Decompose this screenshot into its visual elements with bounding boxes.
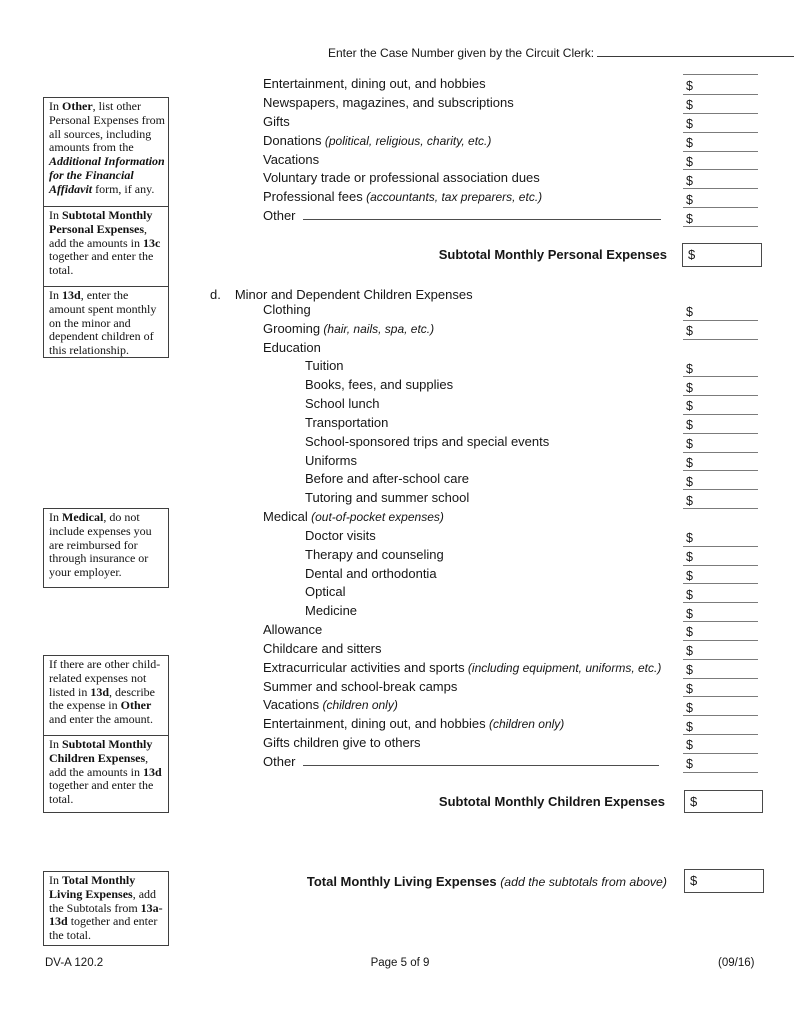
amount-field[interactable] bbox=[683, 357, 758, 377]
amount-field[interactable] bbox=[683, 75, 758, 95]
dollar-sign: $ bbox=[686, 324, 693, 339]
dollar-sign: $ bbox=[688, 247, 696, 262]
expense-row bbox=[0, 188, 800, 207]
expense-label: Gifts children give to others bbox=[263, 735, 421, 751]
amount-field[interactable] bbox=[683, 470, 758, 490]
note-text: , add the amounts in bbox=[49, 750, 149, 779]
expense-note: (out-of-pocket expenses) bbox=[307, 510, 444, 525]
case-number-line[interactable] bbox=[597, 44, 794, 57]
expense-note: (including equipment, uniforms, etc.) bbox=[464, 660, 662, 675]
dollar-sign: $ bbox=[686, 437, 693, 452]
dollar-sign: $ bbox=[686, 550, 693, 565]
children-expenses-list bbox=[0, 301, 800, 772]
note-text: 13c bbox=[142, 235, 161, 250]
amount-field[interactable] bbox=[683, 565, 758, 585]
dollar-sign: $ bbox=[690, 794, 698, 809]
footer-page-number: Page 5 of 9 bbox=[370, 957, 430, 969]
note-text: 13a-13d bbox=[49, 900, 163, 929]
case-number-label: Enter the Case Number given by the Circuit Clerk: bbox=[328, 46, 595, 60]
note-text: and enter the amount. bbox=[49, 712, 153, 727]
dollar-sign: $ bbox=[686, 644, 693, 659]
total-label-note: (add the subtotals from above) bbox=[500, 875, 667, 889]
amount-field[interactable] bbox=[683, 433, 758, 453]
dollar-sign: $ bbox=[686, 455, 693, 470]
dollar-sign: $ bbox=[686, 757, 693, 772]
note-text: , describe the expense in bbox=[49, 684, 156, 713]
expense-label: Clothing bbox=[263, 302, 311, 317]
amount-field[interactable] bbox=[683, 376, 758, 396]
expense-row bbox=[0, 753, 800, 772]
dollar-sign: $ bbox=[686, 625, 693, 640]
expense-row bbox=[0, 207, 800, 226]
personal-expenses-list bbox=[0, 75, 800, 226]
expense-label: Gifts bbox=[263, 113, 290, 129]
note-text: In bbox=[49, 873, 62, 887]
expense-label: Entertainment, dining out, and hobbies bbox=[263, 76, 486, 91]
amount-field[interactable] bbox=[683, 734, 758, 754]
amount-field[interactable] bbox=[683, 113, 758, 133]
dollar-sign: $ bbox=[686, 136, 693, 151]
expense-row bbox=[0, 715, 800, 734]
amount-field[interactable] bbox=[683, 753, 758, 773]
amount-field[interactable] bbox=[683, 659, 758, 679]
expense-row bbox=[0, 734, 800, 753]
amount-field[interactable] bbox=[683, 583, 758, 603]
expense-note: (accountants, tax preparers, etc.) bbox=[362, 190, 543, 205]
expense-label: Optical bbox=[305, 584, 346, 600]
expense-label: Voluntary trade or professional association dues bbox=[263, 170, 540, 186]
expense-label: Transportation bbox=[305, 414, 389, 430]
expense-label: Therapy and counseling bbox=[305, 546, 444, 562]
dollar-sign: $ bbox=[686, 568, 693, 583]
note-text: 13d bbox=[142, 764, 162, 779]
dollar-sign: $ bbox=[686, 418, 693, 433]
note-text: Medical bbox=[62, 510, 104, 524]
dollar-sign: $ bbox=[686, 173, 693, 188]
expense-row bbox=[0, 132, 800, 151]
note-text: If there are other child-related expenses not listed in bbox=[49, 657, 161, 699]
expense-label: Tutoring and summer school bbox=[305, 490, 470, 506]
expense-row bbox=[0, 583, 800, 602]
expense-row bbox=[0, 433, 800, 452]
expense-row bbox=[0, 602, 800, 621]
amount-field[interactable] bbox=[683, 489, 758, 509]
expense-label: Donations bbox=[263, 132, 322, 148]
amount-field[interactable] bbox=[683, 414, 758, 434]
expense-row bbox=[0, 113, 800, 132]
amount-field[interactable] bbox=[683, 546, 758, 566]
other-description-line[interactable] bbox=[303, 207, 661, 220]
section-d-number: d. bbox=[210, 287, 221, 302]
amount-field[interactable] bbox=[683, 602, 758, 622]
note-text: Other bbox=[120, 698, 152, 713]
dollar-sign: $ bbox=[686, 474, 693, 489]
note-text: together and enter the total. bbox=[49, 914, 158, 943]
expense-row bbox=[0, 546, 800, 565]
expense-row bbox=[0, 94, 800, 113]
expense-row bbox=[0, 452, 800, 471]
subtotal-personal-label: Subtotal Monthly Personal Expenses bbox=[438, 247, 667, 262]
amount-field[interactable] bbox=[683, 678, 758, 698]
expense-row bbox=[0, 151, 800, 170]
note-text: together and enter the total. bbox=[49, 778, 154, 807]
expense-row bbox=[0, 621, 800, 640]
dollar-sign: $ bbox=[686, 700, 693, 715]
expense-label: Summer and school-break camps bbox=[263, 678, 458, 694]
dollar-sign: $ bbox=[686, 531, 693, 546]
expense-label: Other bbox=[263, 753, 296, 769]
note-text: Additional Information for the Financial Affidavit bbox=[49, 154, 165, 196]
expense-label: Uniforms bbox=[305, 452, 358, 468]
section-d-title: Minor and Dependent Children Expenses bbox=[234, 287, 473, 302]
subtotal-children-label: Subtotal Monthly Children Expenses bbox=[438, 794, 665, 809]
dollar-sign: $ bbox=[686, 587, 693, 602]
amount-field[interactable] bbox=[683, 94, 758, 114]
expense-label: Grooming bbox=[263, 320, 321, 336]
note-text: Subtotal Monthly Personal Expenses bbox=[49, 208, 153, 236]
amount-field[interactable] bbox=[683, 715, 758, 735]
expense-row bbox=[0, 357, 800, 376]
dollar-sign: $ bbox=[686, 98, 693, 113]
expense-label: Childcare and sitters bbox=[263, 640, 382, 656]
amount-field[interactable] bbox=[683, 527, 758, 547]
expense-row bbox=[0, 489, 800, 508]
expense-label: Books, fees, and supplies bbox=[305, 377, 454, 393]
expense-row bbox=[0, 320, 800, 339]
dollar-sign: $ bbox=[690, 873, 698, 888]
dollar-sign: $ bbox=[686, 719, 693, 734]
expense-row bbox=[0, 640, 800, 659]
expense-label: Vacations bbox=[263, 697, 320, 713]
expense-row bbox=[0, 395, 800, 414]
dollar-sign: $ bbox=[686, 606, 693, 621]
expense-row bbox=[0, 339, 800, 358]
expense-row bbox=[0, 75, 800, 94]
expense-row bbox=[0, 169, 800, 188]
dollar-sign: $ bbox=[686, 663, 693, 678]
expense-row bbox=[0, 508, 800, 527]
total-label-text: Total Monthly Living Expenses bbox=[306, 874, 497, 889]
note-text: In bbox=[49, 510, 62, 524]
dollar-sign: $ bbox=[686, 154, 693, 169]
expense-label: Doctor visits bbox=[305, 527, 376, 543]
dollar-sign: $ bbox=[686, 79, 693, 94]
amount-field[interactable] bbox=[683, 395, 758, 415]
expense-label: Other bbox=[263, 208, 296, 224]
expense-label: Before and after-school care bbox=[305, 471, 470, 487]
expense-row bbox=[0, 414, 800, 433]
expense-row bbox=[0, 301, 800, 320]
note-text: Subtotal Monthly Children Expenses bbox=[49, 737, 153, 765]
note-text: 13d bbox=[62, 288, 81, 302]
expense-row bbox=[0, 470, 800, 489]
note-text: Total Monthly Living Expenses bbox=[49, 873, 136, 901]
amount-field[interactable] bbox=[683, 151, 758, 171]
expense-label: Extracurricular activities and sports bbox=[263, 659, 465, 675]
expense-row bbox=[0, 678, 800, 697]
note-text: In bbox=[49, 737, 62, 751]
expense-row bbox=[0, 376, 800, 395]
amount-field[interactable] bbox=[683, 207, 758, 227]
expense-label: Tuition bbox=[305, 358, 344, 374]
amount-field[interactable] bbox=[683, 696, 758, 716]
dollar-sign: $ bbox=[686, 117, 693, 132]
expense-note: (political, religious, charity, etc.) bbox=[321, 133, 492, 148]
note-text: In bbox=[49, 288, 62, 302]
expense-row bbox=[0, 527, 800, 546]
note-text: In bbox=[49, 208, 62, 222]
note-text: , add the amounts in bbox=[49, 221, 148, 250]
expense-row bbox=[0, 659, 800, 678]
dollar-sign: $ bbox=[686, 361, 693, 376]
expense-label: Newspapers, magazines, and subscriptions bbox=[263, 94, 514, 110]
expense-label: School-sponsored trips and special events bbox=[305, 433, 550, 449]
expense-label: School lunch bbox=[305, 396, 380, 412]
dollar-sign: $ bbox=[686, 399, 693, 414]
note-text: 13d bbox=[90, 684, 110, 699]
subtotal-children-amount-box[interactable] bbox=[684, 790, 763, 813]
subtotal-personal-amount-box[interactable] bbox=[682, 243, 762, 267]
dollar-sign: $ bbox=[686, 192, 693, 207]
dollar-sign: $ bbox=[686, 738, 693, 753]
expense-label: Medicine bbox=[305, 603, 358, 619]
expense-row bbox=[0, 565, 800, 584]
dollar-sign: $ bbox=[686, 211, 693, 226]
note-text: together and enter the total. bbox=[49, 249, 154, 278]
note-text: form, if any. bbox=[92, 181, 155, 196]
dollar-sign: $ bbox=[686, 681, 693, 696]
amount-field[interactable] bbox=[683, 640, 758, 660]
dollar-sign: $ bbox=[686, 493, 693, 508]
note-text: Other bbox=[62, 99, 93, 113]
expense-label: Dental and orthodontia bbox=[305, 565, 437, 581]
expense-label: Professional fees bbox=[263, 189, 363, 205]
expense-note: (children only) bbox=[485, 717, 565, 732]
total-living-expenses-amount-box[interactable] bbox=[684, 869, 764, 893]
amount-field[interactable] bbox=[683, 452, 758, 472]
amount-field[interactable] bbox=[683, 132, 758, 152]
expense-label: Medical bbox=[263, 509, 308, 525]
footer-form-number: DV-A 120.2 bbox=[45, 957, 104, 969]
expense-label: Education bbox=[263, 339, 321, 355]
amount-field[interactable] bbox=[683, 188, 758, 208]
expense-note: (hair, nails, spa, etc.) bbox=[320, 321, 435, 336]
amount-field[interactable] bbox=[683, 169, 758, 189]
amount-field[interactable] bbox=[683, 301, 758, 321]
expense-label: Allowance bbox=[263, 622, 323, 638]
note-text: , do not include expenses you are reimbursed for through insurance or your employer. bbox=[49, 510, 152, 580]
expense-row bbox=[0, 696, 800, 715]
dollar-sign: $ bbox=[686, 305, 693, 320]
amount-field[interactable] bbox=[683, 320, 758, 340]
other-description-line[interactable] bbox=[303, 753, 659, 766]
total-living-expenses-label bbox=[0, 874, 667, 889]
expense-note: (children only) bbox=[319, 698, 398, 713]
note-text: In bbox=[49, 99, 62, 113]
note-text: , add the Subtotals from bbox=[49, 886, 157, 915]
note-text: , enter the amount spent monthly on the minor and dependent children of this relationship. bbox=[49, 288, 157, 358]
note-text: , list other Personal Expenses from all sources, including amounts from the bbox=[49, 99, 165, 155]
amount-field[interactable] bbox=[683, 621, 758, 641]
section-d-heading bbox=[210, 287, 473, 302]
expense-label: Entertainment, dining out, and hobbies bbox=[263, 716, 486, 732]
case-number-header bbox=[328, 44, 794, 60]
dollar-sign: $ bbox=[686, 380, 693, 395]
footer-revision: (09/16) bbox=[718, 957, 755, 969]
expense-label: Vacations bbox=[263, 151, 320, 167]
